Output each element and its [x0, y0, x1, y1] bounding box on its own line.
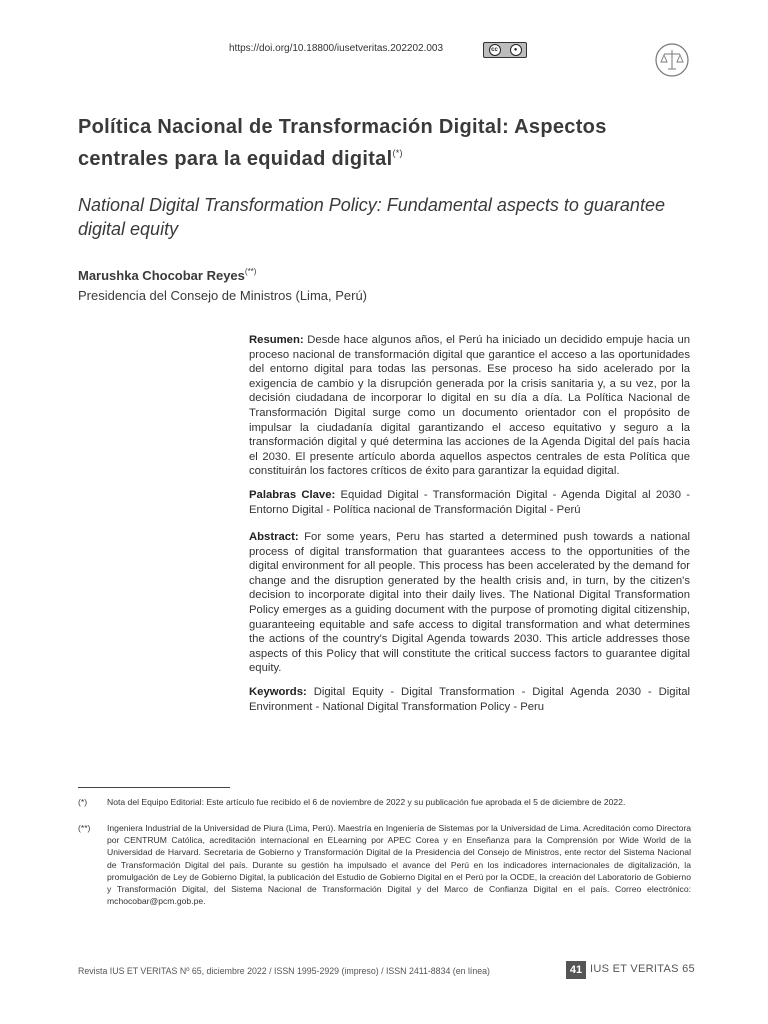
scales-of-justice-icon [654, 42, 690, 78]
footnote-1-text: Nota del Equipo Editorial: Este artículo fue recibido el 6 de noviembre de 2022 y su publicación fue aprobada el 5 de diciembre de 2022. [107, 797, 626, 807]
keywords-paragraph [249, 685, 690, 714]
resumen-paragraph [249, 333, 690, 479]
journal-name: IUS ET VERITAS 65 [590, 963, 695, 975]
resumen-text: Desde hace algunos años, el Perú ha iniciado un decidido empuje hacia un proceso nacional de transformación digital que garantice el acceso a las oportunidades del entorno digital para todas las personas. Ese proceso ha sido acelerado por la exigencia de cambio y la disrupción generada por la crisis sanitaria y, a su vez, por la decisión ciudadana de incorporar lo digital en su día a día. La Política Nacional de Transformación Digital surge como un documento orientador con el propósito de impulsar la ciudadanía digital garantizando el acceso equitativo y seguro a la transformación digital y qué determina las acciones de la Agenda Digital del país hacia el 2030. El presente artículo aborda aquellos aspectos centrales de esta Política que constituirán los factores críticos de éxito para garantizar la equidad digital. [249, 334, 691, 478]
title-text: Política Nacional de Transformación Digital: Aspectos centrales para la equidad digital [78, 116, 607, 170]
abstract-paragraph [249, 530, 690, 676]
footnote-1 [78, 796, 691, 808]
cc-by-icon: ● [510, 44, 522, 56]
creative-commons-icon[interactable] [483, 42, 527, 58]
title-note-mark: (*) [392, 148, 403, 158]
footnote-2 [78, 822, 691, 907]
abstract-label: Abstract: [249, 531, 299, 543]
cc-circle-icon: cc [489, 44, 501, 56]
doi-link[interactable]: https://doi.org/10.18800/iusetveritas.202202.003 [229, 43, 444, 54]
article-subtitle: National Digital Transformation Policy: Fundamental aspects to guarantee digital equity [78, 195, 665, 239]
author-name [78, 267, 256, 283]
footnote-2-text: Ingeniera Industrial de la Universidad de Piura (Lima, Perú). Maestría en Ingeniería de Sistemas por la Universidad de Lima. Acreditación como Directora por CENTRUM Católica, acreditación internacional en ELearning por APEC Corea y en Enseñanza para la Comprensión por Wide World de la Universidad de Harvard. Secretaria de Gobierno y Transformación Digital de la Presidencia del Consejo de Ministros, ente rector del Sistema Nacional de Transformación Digital del país. Durante su gestión ha impulsado el avance del Perú en los indicadores internacionales de digitalización, la promulgación de Ley de Gobierno Digital, la publicación del Estudio de Gobierno Digital en el Perú por la OCDE, la creación del Laboratorio de Gobierno y Transformación Digital, del Sistema Nacional de Transformación Digital y del Marco de Confianza Digital en el país. Correo electrónico: mchocobar@pcm.gob.pe. [107, 823, 691, 907]
author-note-mark: (**) [244, 267, 257, 276]
palabras-clave-text: Equidad Digital - Transformación Digital - Agenda Digital al 2030 - Entorno Digital - Política nacional de Transformación Digital - Perú [249, 489, 690, 516]
keywords-label: Keywords: [249, 686, 307, 698]
footnote-1-mark: (*) [78, 797, 88, 807]
abstract-text: For some years, Peru has started a determined push towards a national process of digital transformation that guarantees access to the opportunities of the digital environment for all people. This process has been accelerated by the demand for change and the disruption generated by the health crisis and, in turn, by the citizen's decision to incorporate digital into their daily lives. The National Digital Transformation Policy emerges as a guiding document with the purpose of promoting digital citizenship, guaranteeing equitable and safe access to digital transformation and what determines the actions of the country's Digital Agenda towards 2030. This article addresses those aspects of this Policy that will constitute the critical success factors to guarantee digital equity. [249, 531, 690, 675]
page-number: 41 [566, 961, 586, 979]
footnote-divider [78, 787, 230, 788]
article-title [78, 114, 698, 172]
journal-info: Revista IUS ET VERITAS Nº 65, diciembre 2022 / ISSN 1995-2929 (impreso) / ISSN 2411-8834 (en línea) [78, 966, 490, 976]
palabras-clave-label: Palabras Clave: [249, 489, 336, 501]
author-text: Marushka Chocobar Reyes [78, 268, 245, 283]
author-affiliation: Presidencia del Consejo de Ministros (Lima, Perú) [78, 288, 368, 303]
palabras-clave-paragraph [249, 488, 690, 517]
resumen-label: Resumen: [249, 334, 304, 346]
footnote-2-mark: (**) [78, 823, 91, 833]
keywords-text: Digital Equity - Digital Transformation - Digital Agenda 2030 - Digital Environment - National Digital Transformation Policy - Peru [249, 686, 691, 713]
